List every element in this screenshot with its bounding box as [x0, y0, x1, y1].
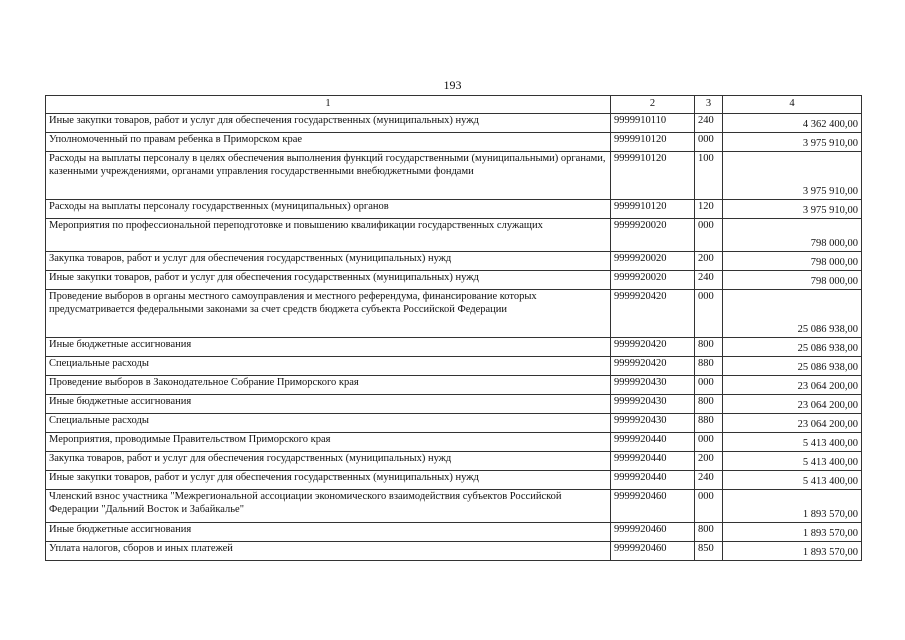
- cell-name: Расходы на выплаты персоналу государственных (муниципальных) органов: [46, 200, 611, 219]
- table-row: [46, 542, 862, 561]
- table-row: [46, 414, 862, 433]
- cell-type: 880: [695, 414, 723, 433]
- cell-amount: 3 975 910,00: [723, 152, 862, 200]
- cell-code: 9999920460: [611, 490, 695, 523]
- cell-code: 9999920430: [611, 376, 695, 395]
- table-row: [46, 271, 862, 290]
- cell-type: 800: [695, 395, 723, 414]
- table-row: [46, 133, 862, 152]
- table-row: [46, 338, 862, 357]
- column-header-4: 4: [723, 96, 862, 114]
- column-header-row: [46, 96, 862, 114]
- cell-code: 9999910120: [611, 152, 695, 200]
- cell-type: 200: [695, 452, 723, 471]
- budget-table: [45, 95, 862, 561]
- cell-name: Иные закупки товаров, работ и услуг для обеспечения государственных (муниципальных) нужд: [46, 114, 611, 133]
- cell-type: 800: [695, 338, 723, 357]
- table-row: [46, 357, 862, 376]
- cell-name: Закупка товаров, работ и услуг для обеспечения государственных (муниципальных) нужд: [46, 452, 611, 471]
- table-row: [46, 471, 862, 490]
- cell-name: Проведение выборов в Законодательное Собрание Приморского края: [46, 376, 611, 395]
- cell-name: Мероприятия, проводимые Правительством Приморского края: [46, 433, 611, 452]
- cell-name: Иные бюджетные ассигнования: [46, 523, 611, 542]
- table-row: [46, 252, 862, 271]
- table-row: [46, 395, 862, 414]
- cell-amount: 798 000,00: [723, 252, 862, 271]
- cell-amount: 1 893 570,00: [723, 542, 862, 561]
- cell-name: Иные закупки товаров, работ и услуг для обеспечения государственных (муниципальных) нужд: [46, 471, 611, 490]
- cell-type: 200: [695, 252, 723, 271]
- cell-type: 000: [695, 376, 723, 395]
- cell-code: 9999910120: [611, 133, 695, 152]
- cell-amount: 25 086 938,00: [723, 338, 862, 357]
- cell-code: 9999920430: [611, 414, 695, 433]
- cell-name: Расходы на выплаты персоналу в целях обеспечения выполнения функций государственными (муниципальными) органами, казенными учреждениями, органами управления государственными внебюджетными фондами: [46, 152, 611, 200]
- column-header-2: 2: [611, 96, 695, 114]
- cell-code: 9999920460: [611, 523, 695, 542]
- cell-type: 800: [695, 523, 723, 542]
- cell-type: 850: [695, 542, 723, 561]
- table-row: [46, 290, 862, 338]
- cell-name: Иные бюджетные ассигнования: [46, 338, 611, 357]
- cell-code: 9999920440: [611, 471, 695, 490]
- cell-code: 9999920460: [611, 542, 695, 561]
- table-row: [46, 152, 862, 200]
- cell-amount: 5 413 400,00: [723, 471, 862, 490]
- cell-code: 9999920420: [611, 338, 695, 357]
- table-row: [46, 219, 862, 252]
- table-row: [46, 490, 862, 523]
- cell-amount: 798 000,00: [723, 219, 862, 252]
- cell-type: 000: [695, 133, 723, 152]
- cell-type: 240: [695, 271, 723, 290]
- cell-code: 9999920420: [611, 290, 695, 338]
- column-header-1: 1: [46, 96, 611, 114]
- cell-code: 9999910120: [611, 200, 695, 219]
- table-row: [46, 376, 862, 395]
- cell-amount: 5 413 400,00: [723, 433, 862, 452]
- cell-amount: 25 086 938,00: [723, 357, 862, 376]
- cell-type: 000: [695, 490, 723, 523]
- cell-amount: 3 975 910,00: [723, 200, 862, 219]
- table-row: [46, 523, 862, 542]
- cell-type: 240: [695, 471, 723, 490]
- table-row: [46, 452, 862, 471]
- cell-code: 9999920440: [611, 433, 695, 452]
- cell-type: 120: [695, 200, 723, 219]
- cell-code: 9999910110: [611, 114, 695, 133]
- table-row: [46, 200, 862, 219]
- cell-type: 100: [695, 152, 723, 200]
- cell-code: 9999920440: [611, 452, 695, 471]
- cell-code: 9999920020: [611, 252, 695, 271]
- cell-type: 000: [695, 219, 723, 252]
- cell-amount: 5 413 400,00: [723, 452, 862, 471]
- cell-name: Мероприятия по профессиональной переподготовке и повышению квалификации государственных служащих: [46, 219, 611, 252]
- column-header-3: 3: [695, 96, 723, 114]
- cell-name: Членский взнос участника "Межрегиональной ассоциации экономического взаимодействия субъектов Российской Федерации "Дальний Восток и Забайкалье": [46, 490, 611, 523]
- cell-type: 880: [695, 357, 723, 376]
- cell-type: 000: [695, 290, 723, 338]
- cell-name: Уполномоченный по правам ребенка в Приморском крае: [46, 133, 611, 152]
- cell-code: 9999920420: [611, 357, 695, 376]
- page-number: 193: [443, 78, 462, 92]
- cell-name: Иные бюджетные ассигнования: [46, 395, 611, 414]
- cell-amount: 1 893 570,00: [723, 523, 862, 542]
- table-row: [46, 114, 862, 133]
- cell-name: Проведение выборов в органы местного самоуправления и местного референдума, финансирование которых предусматривается федеральными законами за счет средств бюджета субъекта Российской Федерации: [46, 290, 611, 338]
- budget-table-body: [46, 96, 862, 561]
- cell-code: 9999920020: [611, 271, 695, 290]
- cell-name: Уплата налогов, сборов и иных платежей: [46, 542, 611, 561]
- cell-amount: 3 975 910,00: [723, 133, 862, 152]
- cell-amount: 4 362 400,00: [723, 114, 862, 133]
- table-row: [46, 433, 862, 452]
- cell-amount: 798 000,00: [723, 271, 862, 290]
- cell-name: Закупка товаров, работ и услуг для обеспечения государственных (муниципальных) нужд: [46, 252, 611, 271]
- cell-name: Иные закупки товаров, работ и услуг для обеспечения государственных (муниципальных) нужд: [46, 271, 611, 290]
- cell-type: 240: [695, 114, 723, 133]
- cell-amount: 25 086 938,00: [723, 290, 862, 338]
- cell-amount: 23 064 200,00: [723, 395, 862, 414]
- cell-amount: 1 893 570,00: [723, 490, 862, 523]
- cell-amount: 23 064 200,00: [723, 414, 862, 433]
- cell-name: Специальные расходы: [46, 357, 611, 376]
- cell-amount: 23 064 200,00: [723, 376, 862, 395]
- cell-code: 9999920020: [611, 219, 695, 252]
- cell-code: 9999920430: [611, 395, 695, 414]
- cell-type: 000: [695, 433, 723, 452]
- cell-name: Специальные расходы: [46, 414, 611, 433]
